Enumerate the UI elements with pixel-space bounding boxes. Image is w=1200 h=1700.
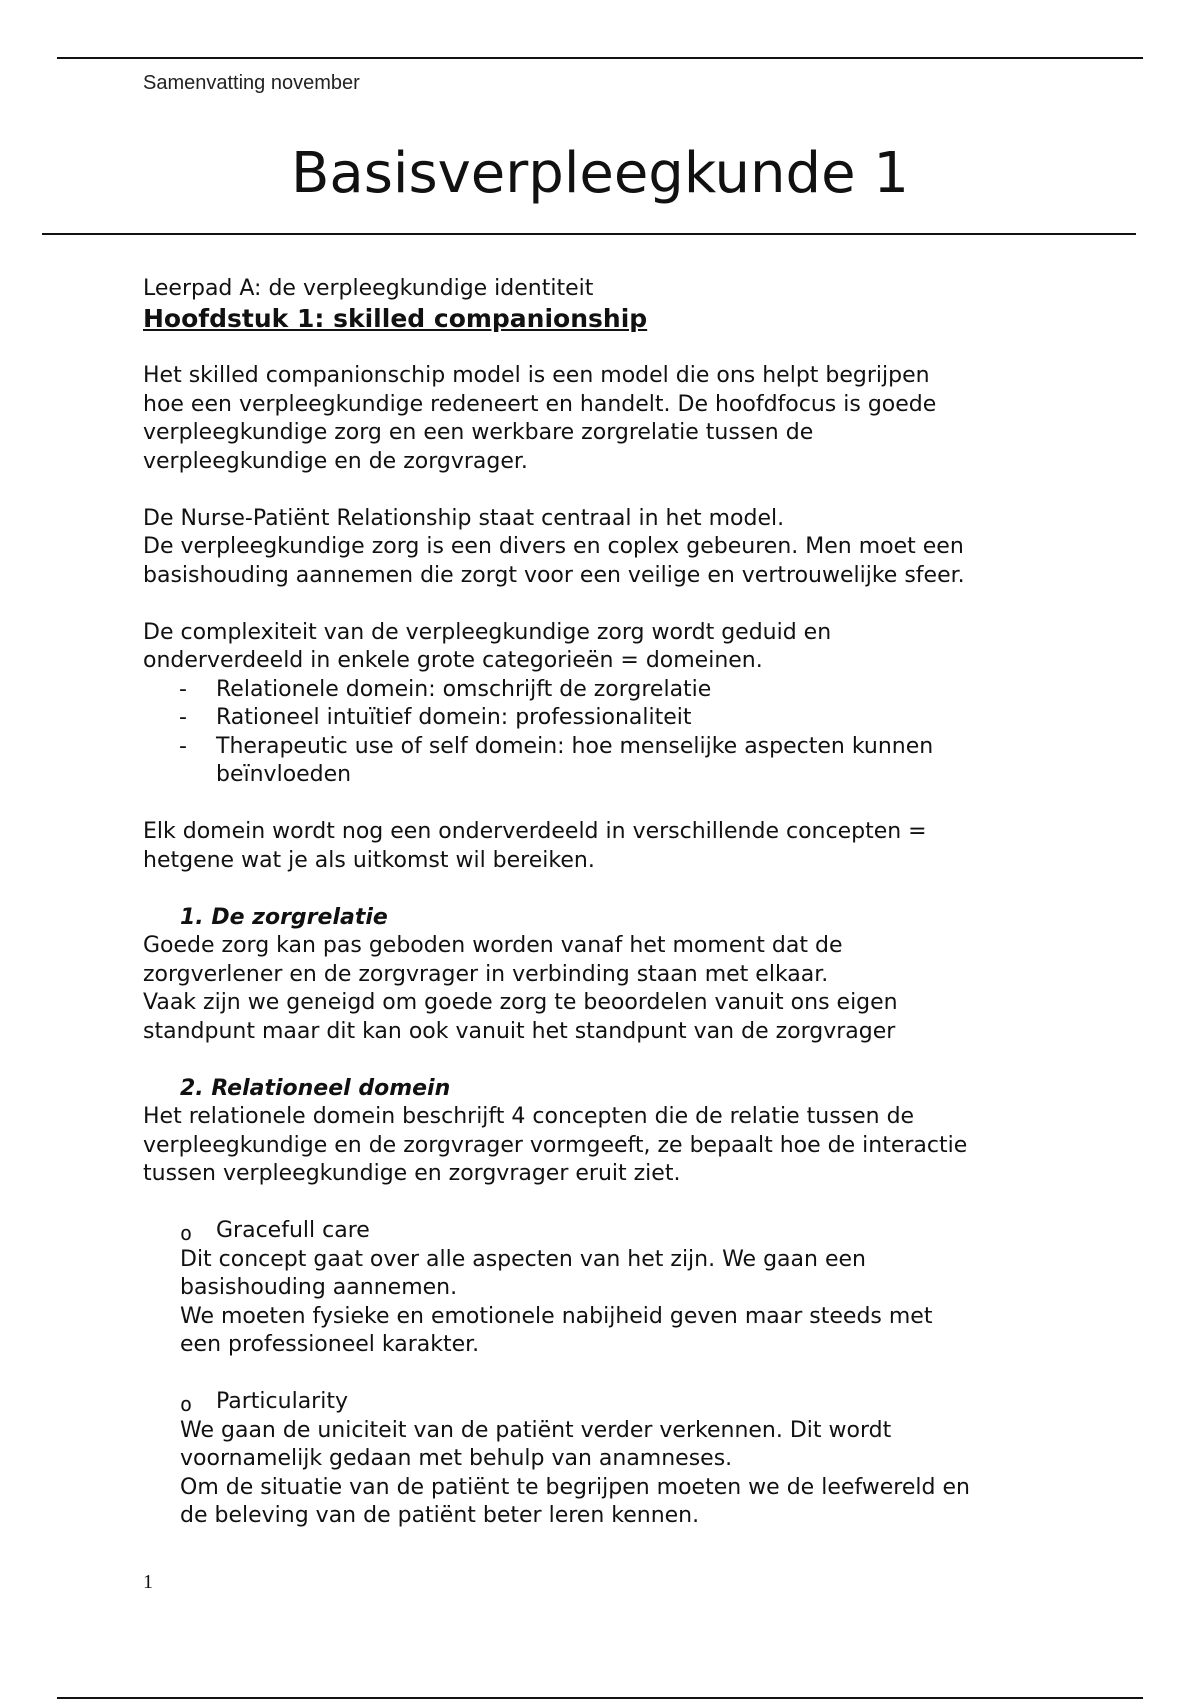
text-line: Dit concept gaat over alle aspecten van het zijn. We gaan een <box>180 1246 866 1272</box>
title-rule <box>42 233 1136 235</box>
relationship-paragraph <box>143 505 1073 591</box>
text-line: verpleegkundige zorg en een werkbare zorgrelatie tussen de <box>143 420 814 445</box>
text-line: standpunt maar dit kan ook vanuit het standpunt van de zorgvrager <box>143 1018 896 1044</box>
text-line: De complexiteit van de verpleegkundige zorg wordt geduid en <box>143 619 832 645</box>
list-item <box>143 704 1073 733</box>
text-line: We moeten fysieke en emotionele nabijheid geven maar steeds met <box>180 1303 933 1329</box>
text-line: De Nurse-Patiënt Relationship staat centraal in het model. <box>143 505 785 531</box>
concept-particularity <box>143 1388 1073 1531</box>
section-heading-relationeel-domein: 2. Relationeel domein <box>180 1075 451 1101</box>
list-item-text: Therapeutic use of self domein: hoe menselijke aspecten kunnen beïnvloeden <box>216 733 934 787</box>
text-line: Elk domein wordt nog een onderverdeeld in verschillende concepten = <box>143 819 927 844</box>
text-line: Goede zorg kan pas geboden worden vanaf het moment dat de <box>143 933 843 958</box>
page-number: 1 <box>143 1571 153 1593</box>
text-line: De verpleegkundige zorg is een divers en coplex gebeuren. Men moet een <box>143 534 964 559</box>
circle-bullet-icon: o <box>180 1221 193 1245</box>
text-line: zorgverlener en de zorgvrager in verbinding staan met elkaar. <box>143 961 829 987</box>
text-line: verpleegkundige en de zorgvrager vormgeeft, ze bepaalt hoe de interactie <box>143 1132 968 1158</box>
text-line: Vaak zijn we geneigd om goede zorg te beoordelen vanuit ons eigen <box>143 990 898 1015</box>
domain-list <box>143 676 1073 790</box>
text-line: hetgene wat je als uitkomst wil bereiken. <box>143 847 595 873</box>
learning-path: Leerpad A: de verpleegkundige identiteit <box>143 276 594 301</box>
list-item-text: Relationele domein: omschrijft de zorgrelatie <box>216 676 712 702</box>
footer-rule <box>57 1697 1143 1699</box>
dash-bullet: - <box>179 705 187 730</box>
concept-gracefull-care <box>143 1217 1073 1360</box>
section-heading-zorgrelatie: 1. De zorgrelatie <box>180 904 388 930</box>
text-line: een professioneel karakter. <box>180 1332 480 1357</box>
text-line: Het skilled companionschip model is een model die ons helpt begrijpen <box>143 363 930 388</box>
list-item <box>143 733 1073 790</box>
document-title: Basisverpleegkunde 1 <box>291 141 909 206</box>
concept-title-text: Particularity <box>216 1389 348 1414</box>
text-line: basishouding aannemen. <box>180 1275 458 1300</box>
header-rule <box>57 57 1143 59</box>
chapter-heading: Hoofdstuk 1: skilled companionship <box>143 303 648 333</box>
section-zorgrelatie-text <box>143 932 1073 1046</box>
text-line: de beleving van de patiënt beter leren kennen. <box>180 1503 700 1528</box>
section-relationeel-text <box>143 1103 1073 1189</box>
document-body <box>143 275 1073 1531</box>
text-line: We gaan de uniciteit van de patiënt verder verkennen. Dit wordt <box>180 1417 892 1443</box>
text-line: basishouding aannemen die zorgt voor een veilige en vertrouwelijke sfeer. <box>143 562 965 588</box>
text-line: Het relationele domein beschrijft 4 concepten die de relatie tussen de <box>143 1104 915 1129</box>
text-line: voornamelijk gedaan met behulp van anamneses. <box>180 1446 733 1471</box>
concept-title <box>180 1217 1073 1246</box>
text-line: tussen verpleegkundige en zorgvrager eruit ziet. <box>143 1161 681 1186</box>
list-item-text: Rationeel intuïtief domein: professionaliteit <box>216 705 692 730</box>
intro-paragraph <box>143 362 1073 476</box>
dash-bullet: - <box>179 676 187 702</box>
concepts-paragraph <box>143 818 1073 875</box>
list-item <box>143 676 1073 705</box>
text-line: onderverdeeld in enkele grote categorieën = domeinen. <box>143 648 763 673</box>
running-header: Samenvatting november <box>143 72 360 94</box>
text-line: hoe een verpleegkundige redeneert en handelt. De hoofdfocus is goede <box>143 391 937 417</box>
complexity-paragraph <box>143 619 1073 676</box>
text-line: Om de situatie van de patiënt te begrijpen moeten we de leefwereld en <box>180 1474 970 1500</box>
text-line: verpleegkundige en de zorgvrager. <box>143 448 528 474</box>
concept-title-text: Gracefull care <box>216 1218 370 1243</box>
circle-bullet-icon: o <box>180 1392 193 1416</box>
concept-title <box>180 1388 1073 1417</box>
dash-bullet: - <box>179 733 187 759</box>
